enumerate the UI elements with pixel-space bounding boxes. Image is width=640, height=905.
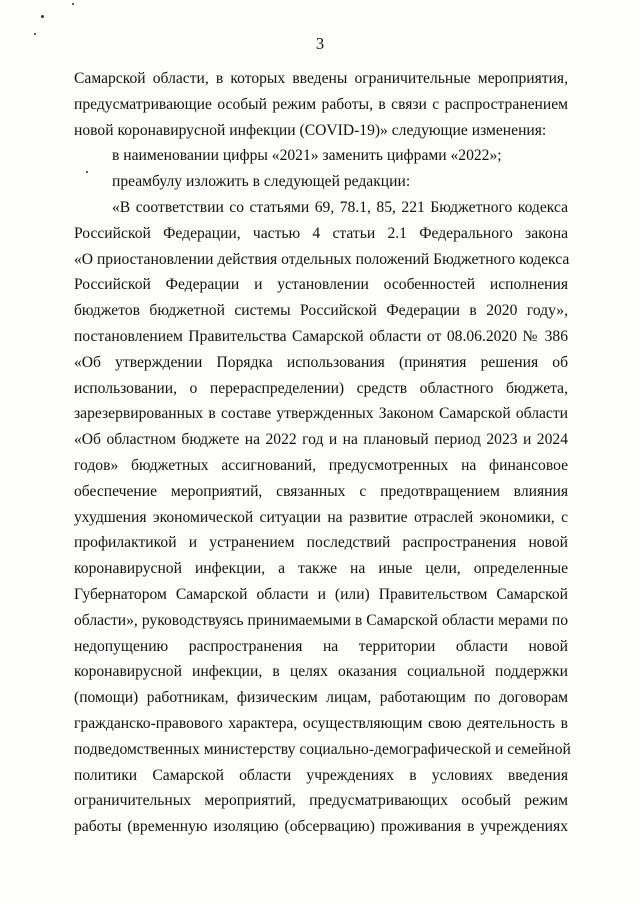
text-line: политики Самарской области учреждениях в условиях введения (74, 766, 568, 784)
text-line: годов» бюджетных ассигнований, предусмотренных на финансовое (74, 456, 568, 474)
text-line: предусматривающие особый режим работы, в связи с распространением (74, 95, 568, 113)
text-line: «Об утверждении Порядка использования (принятия решения об (74, 353, 568, 371)
text-line: «Об областном бюджете на 2022 год и на плановый период 2023 и 2024 (74, 431, 568, 449)
scan-speck (34, 33, 36, 35)
text-line: гражданско-правового характера, осуществляющим свою деятельность в (74, 714, 568, 732)
text-line: подведомственных министерству социально-демографической и семейной (74, 740, 571, 758)
text-line: в наименовании цифры «2021» заменить цифрами «2022»; (112, 147, 502, 165)
text-line: преамбулу изложить в следующей редакции: (112, 173, 411, 191)
scan-speck (72, 3, 74, 5)
text-line: Российской Федерации, частью 4 статьи 2.1 Федерального закона (74, 224, 568, 242)
text-line: (помощи) работникам, физическим лицам, работающим по договорам (74, 689, 568, 707)
text-line: недопущению распространения на территории области новой (74, 637, 568, 655)
body-text (74, 66, 571, 840)
scan-speck (41, 15, 44, 18)
text-line: постановлением Правительства Самарской области от 08.06.2020 № 386 (74, 327, 568, 345)
text-line: Самарской области, в которых введены ограничительные мероприятия, (74, 70, 568, 87)
text-line: зарезервированных в составе утвержденных Законом Самарской области (74, 405, 568, 423)
text-line: профилактикой и устранением последствий распространения новой (74, 534, 568, 552)
page-number: 3 (315, 34, 325, 53)
text-line: области», руководствуясь принимаемыми в Самарской области мерами по (74, 611, 568, 629)
text-line: использовании, о перераспределении) средств областного бюджета, (74, 379, 568, 397)
text-line: «О приостановлении действия отдельных положений Бюджетного кодекса (74, 250, 570, 268)
text-line: обеспечение мероприятий, связанных с предотвращением влияния (74, 482, 568, 500)
text-line: новой коронавирусной инфекции (COVID-19)» следующие изменения: (74, 121, 547, 139)
text-line: ограничительных мероприятий, предусматривающих особый режим (74, 792, 568, 810)
text-line: «В соответствии со статьями 69, 78.1, 85, 221 Бюджетного кодекса (112, 198, 568, 216)
text-line: ухудшения экономической ситуации на развитие отраслей экономики, с (74, 508, 568, 526)
text-line: бюджетов бюджетной системы Российской Федерации в 2020 году», (74, 302, 568, 320)
text-line: Губернатором Самарской области и (или) Правительством Самарской (74, 585, 568, 603)
text-line: коронавирусной инфекции, в целях оказания социальной поддержки (74, 663, 568, 681)
text-line: работы (временную изоляцию (обсервацию) проживания в учреждениях (74, 818, 568, 836)
text-line: Российской Федерации и установлении особенностей исполнения (74, 276, 568, 294)
text-line: коронавирусной инфекции, а также на иные цели, определенные (74, 560, 568, 578)
